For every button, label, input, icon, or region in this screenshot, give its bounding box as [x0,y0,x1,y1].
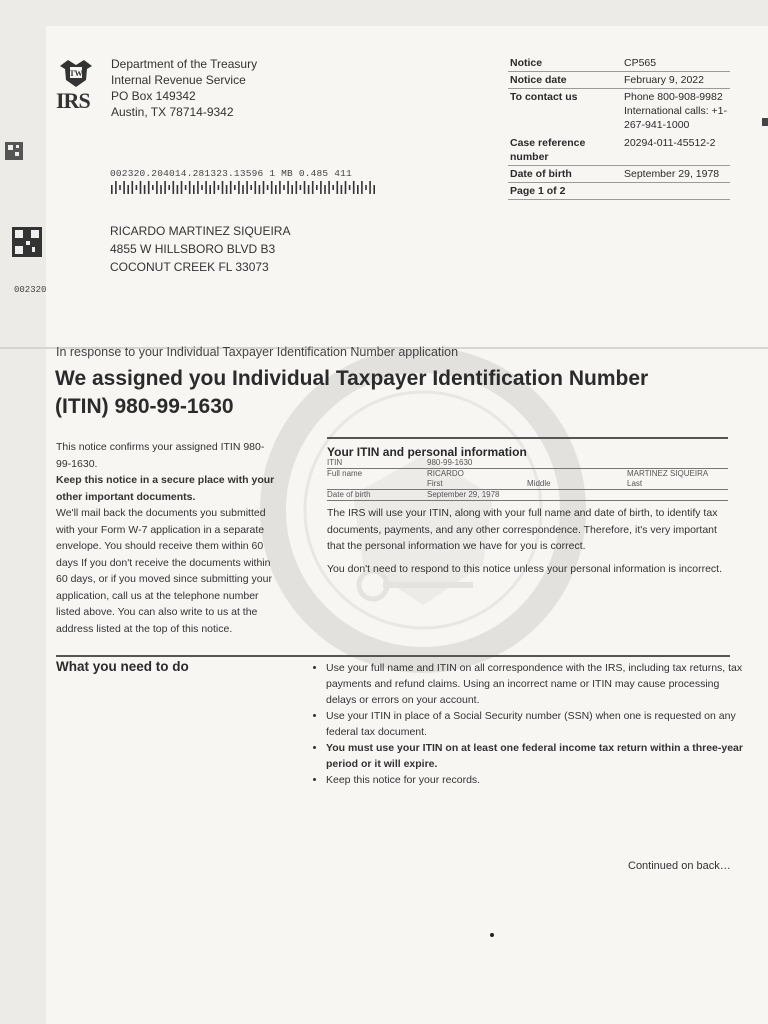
barcode-bar [304,181,306,194]
recipient-address [110,222,290,276]
barcode-bar [148,181,150,194]
barcode-bar [209,185,211,194]
sender-line: Department of the Treasury [111,57,258,71]
barcode-bar [369,181,371,194]
edge-mark [762,118,768,126]
barcode-bar [226,185,228,194]
barcode-bar [263,181,265,194]
barcode-bar [300,185,302,190]
barcode-bar [349,185,351,190]
barcode-bar [214,181,216,194]
barcode-bar [283,185,285,190]
barcode-bar [144,185,146,194]
sender-address [111,56,257,120]
barcode-bar [320,181,322,194]
barcode-bar [296,181,298,194]
barcode-bar [189,181,191,194]
barcode-bar [357,185,359,194]
barcode-bar [177,185,179,194]
barcode-bar [275,185,277,194]
personal-info-table [327,458,728,501]
barcode-bar [279,181,281,194]
barcode-bar [152,185,154,190]
info-row: To contact us Phone 800-908-9982 International calls: +1-267-941-1000 [510,91,728,131]
barcode-bar [312,181,314,194]
barcode-bar [324,185,326,194]
dob-row: Date of birth September 29, 1978 [327,490,728,501]
barcode-bar [328,181,330,194]
barcode-bar [185,185,187,190]
barcode-bar [173,181,175,194]
eagle-emblem-icon [56,56,96,90]
barcode-bar [341,185,343,194]
ink-dot [490,933,494,937]
confirmation-paragraph: This notice confirms your assigned ITIN 980-99-1630. [56,441,265,470]
no-response-paragraph: You don't need to respond to this notice unless your personal information is incorrect. [327,562,723,575]
recipient-line: 4855 W HILLSBORO BLVD B3 [110,242,276,256]
sender-line: Internal Revenue Service [111,73,246,87]
what-to-do-list [314,660,746,788]
notice-info-table [508,55,730,200]
list-item: • You must use your ITIN on at least one federal income tax return within a three-year period or it will expire. [326,740,746,772]
list-item: • Keep this notice for your records. [326,772,746,788]
barcode-bar [291,185,293,194]
itin-row: ITIN 980-99-1630 [327,458,728,469]
side-number: 002320 [14,285,47,295]
info-row: Notice CP565 [508,55,730,72]
barcode-bar [222,181,224,194]
section-divider [56,655,730,657]
info-row: Date of birth September 29, 1978 [508,166,730,183]
list-item: • Use your ITIN in place of a Social Security number (SSN) when one is requested on any federal tax document. [326,708,746,740]
barcode-bar [136,185,138,190]
barcode-bar [259,185,261,194]
info-row: Case reference number 20294-011-45512-2 [508,135,730,166]
info-row: Notice date February 9, 2022 [508,72,730,89]
barcode-bar [267,185,269,190]
barcode-bar [345,181,347,194]
barcode-bar [132,181,134,194]
barcode-bar [140,181,142,194]
barcode-bar [250,185,252,190]
barcode-bar [111,185,113,194]
what-to-do-heading: What you need to do [56,659,189,674]
barcode-bar [255,181,257,194]
barcode-bar [197,181,199,194]
svg-text:TW: TW [69,69,83,78]
barcode-bar [242,185,244,194]
continued-note: Continued on back… [628,860,731,872]
barcode-bar [156,181,158,194]
list-item: • Use your full name and ITIN on all correspondence with the IRS, including tax returns, tax payments and refund claims. Using an incorrect name or ITIN may cause processing delays or errors on your account. [326,660,746,708]
barcode-bar [201,185,203,190]
barcode-bar [361,181,363,194]
personal-info-heading: Your ITIN and personal information [327,437,728,459]
barcode-bar [308,185,310,194]
keep-notice-text: Keep this notice in a secure place with your other important documents. [56,474,275,503]
mail-back-paragraph: We'll mail back the documents you submitted with your Form W-7 application in a separate envelope. You should receive them within 60 days If you don't receive the documents within 60 days, or if you moved since submitting your application, call us at the telephone number listed above. You can also write to us at the address listed at the top of this notice. [56,507,272,635]
recipient-line: COCONUT CREEK FL 33073 [110,260,269,274]
barcode-bar [168,185,170,190]
barcode-bar [271,181,273,194]
barcode-bar [123,181,125,194]
barcode-bar [238,181,240,194]
barcode-number: 002320.204014.281323.13596 1 MB 0.485 411 [110,168,352,179]
name-labels-row: First Middle Last [327,479,728,490]
confirmation-text [56,439,276,637]
barcode-bar [365,185,367,190]
page-title: We assigned you Individual Taxpayer Identification Number (ITIN) 980-99-1630 [55,367,649,418]
irs-logo-text: IRS [56,88,90,113]
postal-barcode [110,181,378,194]
barcode-bar [332,185,334,190]
personal-info-text [327,505,732,583]
barcode-bar [181,181,183,194]
itin-use-paragraph: The IRS will use your ITIN, along with your full name and date of birth, to identify tax documents, payments, and any other correspondence. Therefore, it's very important that the personal information we have for you is correct. [327,507,718,552]
barcode-bar [353,181,355,194]
barcode-bar [115,181,117,194]
sender-line: Austin, TX 78714-9342 [111,105,234,119]
barcode-bar [160,185,162,194]
irs-logo [56,56,102,120]
barcode-bar [127,185,129,194]
barcode-bar [287,181,289,194]
barcode-bar [193,185,195,194]
recipient-line: RICARDO MARTINEZ SIQUEIRA [110,224,291,238]
barcode-bar [316,185,318,190]
barcode-bar [205,181,207,194]
barcode-bar [337,181,339,194]
barcode-bar [218,185,220,190]
barcode-bar [230,181,232,194]
barcode-bar [119,185,121,190]
name-row: Full name RICARDO MARTINEZ SIQUEIRA [327,469,709,478]
qr-code-small-icon [5,142,23,160]
intro-line: In response to your Individual Taxpayer Identification Number application [56,345,459,359]
barcode-bar [234,185,236,190]
barcode-bar [373,185,375,194]
barcode-bar [246,181,248,194]
sender-line: PO Box 149342 [111,89,196,103]
barcode-bar [164,181,166,194]
info-row: Page 1 of 2 [508,183,730,200]
qr-code-icon [12,227,42,257]
